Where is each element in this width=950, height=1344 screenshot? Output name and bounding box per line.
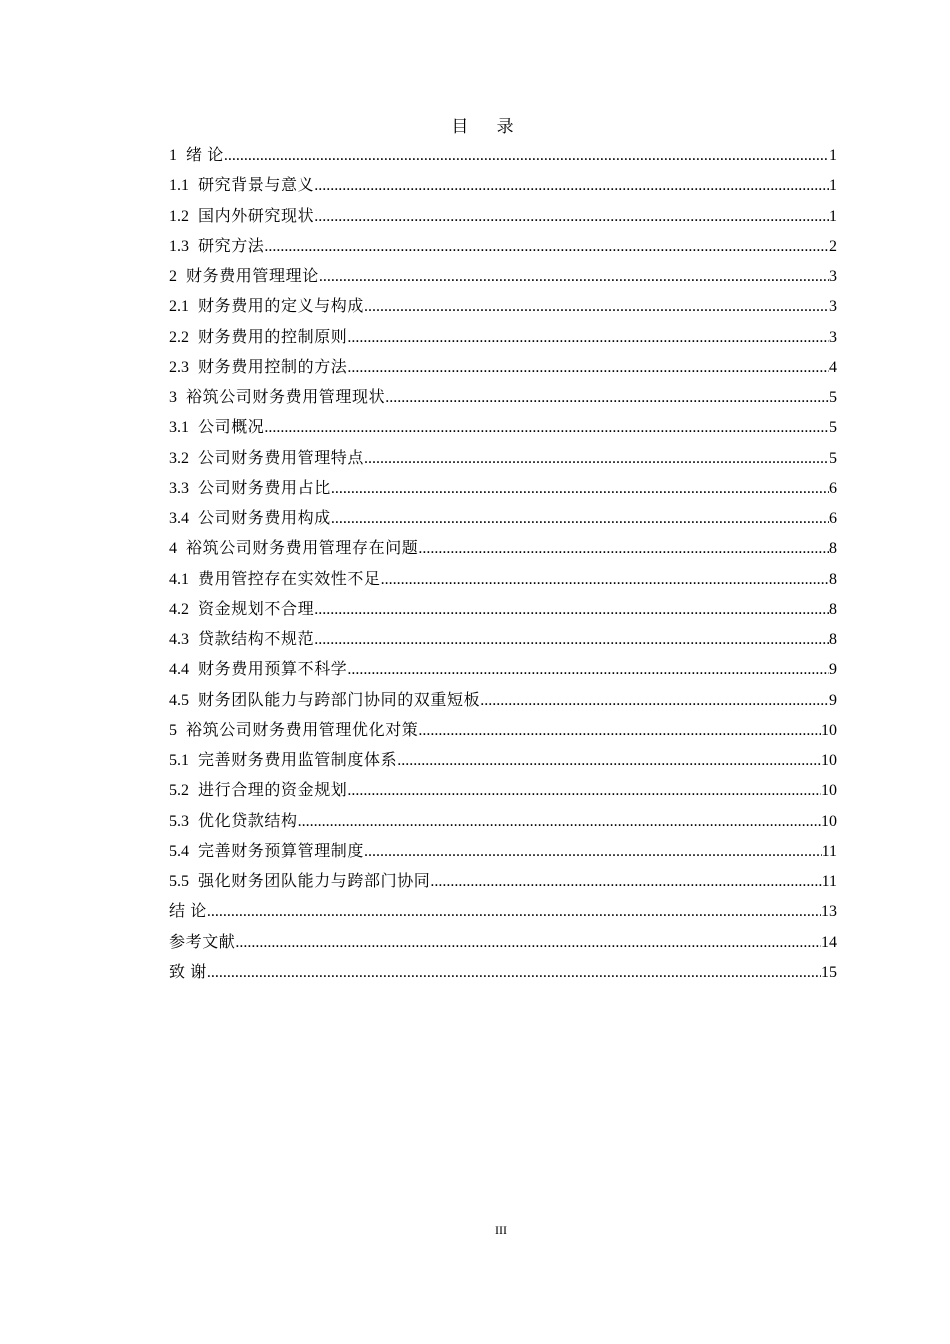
toc-entry-number: 3.2: [169, 449, 189, 467]
toc-entry[interactable]: [169, 779, 837, 809]
toc-entry-number: 5.3: [169, 812, 189, 830]
toc-entry-title: 裕筑公司财务费用管理优化对策: [186, 721, 419, 739]
toc-entry-page: 9: [829, 691, 837, 709]
toc-entry-number: 3.3: [169, 479, 189, 497]
toc-entry-number: 3.4: [169, 510, 189, 527]
toc-entry-page: 13: [821, 903, 837, 921]
toc-entry-page: 3: [829, 268, 837, 285]
toc-entry[interactable]: [169, 144, 837, 174]
toc-leader-dots: [298, 810, 821, 834]
toc-entry-title: 公司财务费用构成: [198, 510, 331, 527]
toc-entry-title: 财务费用的控制原则: [198, 328, 348, 346]
toc-leader-dots: [207, 900, 821, 924]
toc-leader-dots: [347, 356, 829, 380]
toc-entry-page: 10: [821, 812, 837, 830]
toc-leader-dots: [331, 507, 829, 531]
toc-entry[interactable]: [169, 447, 837, 477]
toc-entry-number: 2.2: [169, 328, 189, 346]
toc-entry[interactable]: [169, 568, 837, 598]
toc-leader-dots: [418, 537, 829, 561]
toc-entry-page: 14: [821, 933, 837, 951]
table-of-contents: [169, 144, 837, 991]
toc-entry[interactable]: [169, 689, 837, 719]
toc-entry-number: 5: [169, 721, 177, 739]
toc-entry-title: 优化贷款结构: [198, 812, 298, 830]
toc-leader-dots: [264, 235, 829, 259]
toc-entry-number: 5.2: [169, 782, 189, 800]
toc-entry-page: 1: [829, 207, 837, 225]
toc-leader-dots: [397, 749, 821, 773]
toc-entry[interactable]: [169, 507, 837, 537]
toc-entry[interactable]: [169, 386, 837, 416]
toc-entry[interactable]: [169, 658, 837, 688]
toc-entry[interactable]: [169, 537, 837, 567]
toc-leader-dots: [418, 719, 821, 743]
toc-entry-page: 5: [829, 449, 837, 467]
toc-entry[interactable]: [169, 900, 837, 930]
toc-entry-title: 裕筑公司财务费用管理存在问题: [186, 540, 419, 558]
toc-leader-dots: [314, 628, 829, 652]
toc-entry-title: 参考文献: [169, 933, 236, 951]
toc-entry-page: 15: [821, 963, 837, 981]
toc-leader-dots: [381, 568, 829, 592]
toc-entry-page: 10: [821, 782, 837, 800]
toc-entry-page: 1: [829, 177, 837, 195]
page-number: III: [495, 1223, 507, 1237]
toc-entry[interactable]: [169, 840, 837, 870]
toc-entry-page: 5: [829, 419, 837, 437]
toc-leader-dots: [364, 447, 829, 471]
toc-entry[interactable]: [169, 477, 837, 507]
toc-entry-title: 致 谢: [169, 963, 207, 981]
toc-leader-dots: [235, 931, 821, 955]
toc-entry-title: 结 论: [169, 903, 207, 921]
toc-leader-dots: [430, 870, 821, 894]
toc-entry-number: 1: [169, 147, 177, 164]
toc-leader-dots: [347, 658, 829, 682]
toc-entry-number: 3: [169, 389, 177, 406]
toc-entry-title: 资金规划不合理: [198, 600, 315, 618]
toc-entry-number: 4.1: [169, 570, 189, 588]
toc-entry-title: 完善财务预算管理制度: [198, 842, 365, 860]
toc-entry-page: 9: [829, 661, 837, 679]
toc-entry-page: 6: [829, 510, 837, 527]
toc-entry-page: 10: [821, 721, 837, 739]
toc-leader-dots: [314, 598, 829, 622]
toc-entry[interactable]: [169, 174, 837, 204]
toc-leader-dots: [224, 144, 829, 168]
toc-entry-number: 1.3: [169, 237, 189, 255]
toc-leader-dots: [314, 174, 829, 198]
toc-entry-title: 财务费用的定义与构成: [198, 298, 365, 316]
toc-entry-number: 4.2: [169, 600, 189, 618]
toc-leader-dots: [364, 295, 829, 319]
toc-entry-title: 研究方法: [198, 237, 265, 255]
toc-entry-title: 国内外研究现状: [198, 207, 315, 225]
toc-entry[interactable]: [169, 719, 837, 749]
toc-entry-title: 财务费用预算不科学: [198, 661, 348, 679]
toc-entry-page: 8: [829, 570, 837, 588]
toc-entry-page: 1: [829, 147, 837, 164]
toc-entry-number: 4: [169, 540, 177, 558]
toc-entry[interactable]: [169, 416, 837, 446]
toc-leader-dots: [264, 416, 829, 440]
toc-entry-page: 8: [829, 600, 837, 618]
toc-entry[interactable]: [169, 810, 837, 840]
toc-entry-title: 公司概况: [198, 419, 265, 437]
toc-entry-number: 3.1: [169, 419, 189, 437]
toc-entry-page: 6: [829, 479, 837, 497]
toc-entry-number: 4.5: [169, 691, 189, 709]
toc-entry-number: 1.1: [169, 177, 189, 195]
toc-entry-page: 8: [829, 540, 837, 558]
toc-entry-number: 2: [169, 268, 177, 285]
toc-entry-title: 强化财务团队能力与跨部门协同: [198, 873, 431, 890]
toc-entry[interactable]: [169, 235, 837, 265]
toc-entry-page: 10: [821, 752, 837, 769]
toc-entry[interactable]: [169, 961, 837, 991]
toc-leader-dots: [207, 961, 821, 985]
toc-entry[interactable]: [169, 931, 837, 961]
toc-entry-number: 2.3: [169, 358, 189, 376]
toc-entry-number: 5.1: [169, 752, 189, 769]
toc-entry[interactable]: [169, 749, 837, 779]
toc-leader-dots: [347, 326, 829, 350]
toc-entry-number: 5.4: [169, 842, 189, 860]
toc-leader-dots: [385, 386, 829, 410]
toc-entry-page: 3: [829, 298, 837, 316]
toc-entry-title: 研究背景与意义: [198, 177, 315, 195]
toc-entry-page: 2: [829, 237, 837, 255]
toc-entry-title: 公司财务费用占比: [198, 479, 331, 497]
toc-entry-page: 4: [829, 358, 837, 376]
toc-entry-title: 公司财务费用管理特点: [198, 449, 365, 467]
toc-leader-dots: [347, 779, 821, 803]
toc-entry[interactable]: [169, 265, 837, 295]
toc-entry-title: 绪 论: [186, 147, 224, 164]
toc-entry-number: 4.3: [169, 631, 189, 648]
toc-entry-page: 8: [829, 631, 837, 648]
toc-entry-number: 1.2: [169, 207, 189, 225]
toc-entry-title: 财务费用控制的方法: [198, 358, 348, 376]
toc-entry-number: 4.4: [169, 661, 189, 679]
toc-entry-title: 完善财务费用监管制度体系: [198, 752, 398, 769]
toc-entry-page: 11: [821, 873, 837, 890]
toc-entry[interactable]: [169, 628, 837, 658]
toc-entry-number: 5.5: [169, 873, 189, 890]
toc-entry[interactable]: [169, 295, 837, 325]
toc-entry-title: 财务费用管理理论: [186, 268, 319, 285]
toc-entry-page: 11: [821, 842, 837, 860]
toc-entry-title: 财务团队能力与跨部门协同的双重短板: [198, 691, 481, 709]
toc-entry-page: 3: [829, 328, 837, 346]
toc-entry[interactable]: [169, 598, 837, 628]
toc-leader-dots: [319, 265, 829, 289]
toc-entry[interactable]: [169, 326, 837, 356]
toc-entry[interactable]: [169, 870, 837, 900]
toc-entry-title: 进行合理的资金规划: [198, 782, 348, 800]
toc-entry-title: 裕筑公司财务费用管理现状: [186, 389, 386, 406]
toc-leader-dots: [314, 205, 829, 229]
toc-leader-dots: [480, 689, 829, 713]
toc-entry-page: 5: [829, 389, 837, 406]
toc-entry-number: 2.1: [169, 298, 189, 316]
toc-entry-title: 贷款结构不规范: [198, 631, 315, 648]
toc-leader-dots: [364, 840, 822, 864]
toc-entry[interactable]: [169, 356, 837, 386]
toc-entry-title: 费用管控存在实效性不足: [198, 570, 381, 588]
toc-leader-dots: [331, 477, 829, 501]
toc-entry[interactable]: [169, 205, 837, 235]
toc-title: 目 录: [451, 117, 526, 136]
